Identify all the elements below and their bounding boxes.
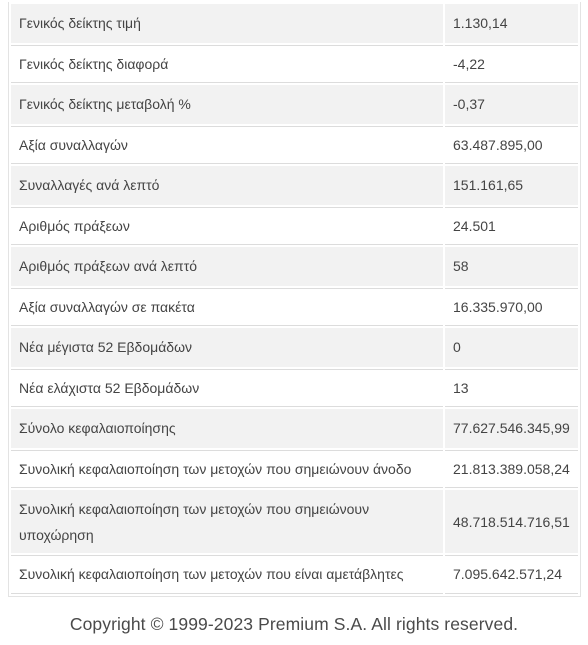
table-row <box>11 126 578 165</box>
row-label: Αξία συναλλαγών σε πακέτα <box>11 288 443 327</box>
row-value: 48.718.514.716,51 <box>445 490 578 553</box>
row-label: Αριθμός πράξεων ανά λεπτό <box>11 247 443 286</box>
table-row <box>11 555 578 594</box>
row-value: 151.161,65 <box>445 166 578 205</box>
row-label: Γενικός δείκτης μεταβολή % <box>11 85 443 124</box>
row-value: 63.487.895,00 <box>445 126 578 165</box>
copyright-footer: Copyright © 1999-2023 Premium S.A. All rights reserved. <box>69 614 519 634</box>
row-label: Γενικός δείκτης τιμή <box>11 4 443 43</box>
market-stats-table <box>8 2 581 597</box>
row-value: 7.095.642.571,24 <box>445 555 578 594</box>
row-label: Νέα ελάχιστα 52 Εβδομάδων <box>11 369 443 408</box>
table-row <box>11 85 578 124</box>
row-label: Συναλλαγές ανά λεπτό <box>11 166 443 205</box>
row-value: 1.130,14 <box>445 4 578 43</box>
row-value: 21.813.389.058,24 <box>445 450 578 489</box>
row-label: Συνολική κεφαλαιοποίηση των μετοχών που σημειώνουν υποχώρηση <box>11 490 443 553</box>
row-label: Συνολική κεφαλαιοποίηση των μετοχών που σημειώνουν άνοδο <box>11 450 443 489</box>
row-value: 13 <box>445 369 578 408</box>
row-value: 77.627.546.345,99 <box>445 409 578 448</box>
table-row <box>11 166 578 205</box>
row-label: Αξία συναλλαγών <box>11 126 443 165</box>
table-row <box>11 45 578 84</box>
table-row <box>11 4 578 43</box>
table-row <box>11 369 578 408</box>
row-value: -0,37 <box>445 85 578 124</box>
row-value: 58 <box>445 247 578 286</box>
row-value: -4,22 <box>445 45 578 84</box>
table-row <box>11 328 578 367</box>
row-label: Συνολική κεφαλαιοποίηση των μετοχών που είναι αμετάβλητες <box>11 555 443 594</box>
row-value: 24.501 <box>445 207 578 246</box>
row-value: 16.335.970,00 <box>445 288 578 327</box>
table-row <box>11 409 578 448</box>
table-row <box>11 247 578 286</box>
table-row <box>11 207 578 246</box>
table-row <box>11 450 578 489</box>
row-label: Σύνολο κεφαλαιοποίησης <box>11 409 443 448</box>
row-label: Αριθμός πράξεων <box>11 207 443 246</box>
row-label: Νέα μέγιστα 52 Εβδομάδων <box>11 328 443 367</box>
row-label: Γενικός δείκτης διαφορά <box>11 45 443 84</box>
row-value: 0 <box>445 328 578 367</box>
table-row <box>11 288 578 327</box>
table-row <box>11 490 578 553</box>
